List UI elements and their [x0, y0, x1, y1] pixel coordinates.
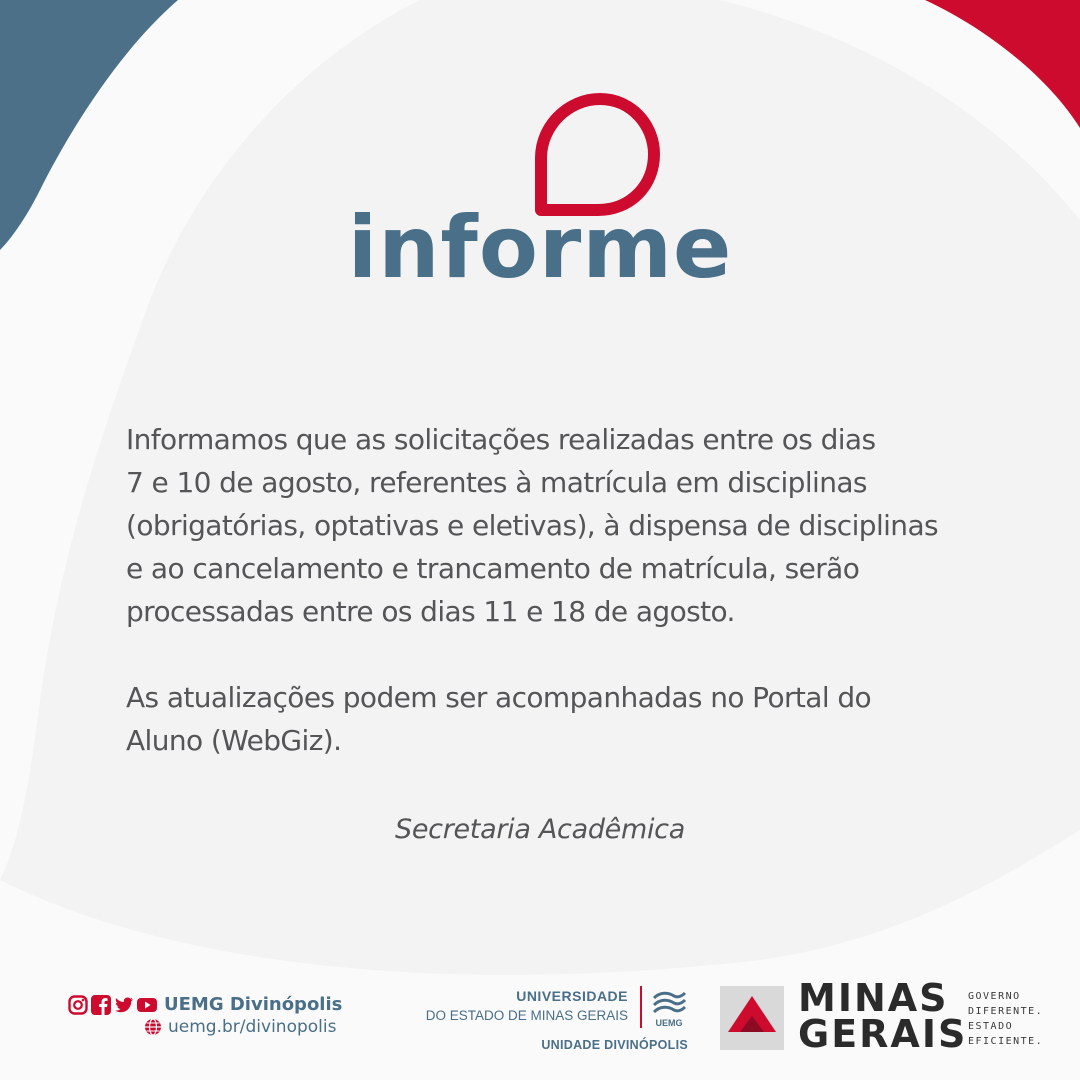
website-link[interactable]	[144, 1017, 336, 1037]
minas-gerais-line-1: MINAS	[798, 976, 949, 1020]
twitter-icon[interactable]	[114, 995, 134, 1015]
uemg-emblem-icon	[650, 990, 688, 1030]
slogan-line: EFICIENTE.	[968, 1036, 1044, 1047]
signature: Secretaria Acadêmica	[395, 814, 685, 845]
notice-paragraph-1	[126, 418, 986, 633]
minas-gerais-line-2: GERAIS	[798, 1012, 968, 1056]
uemg-divider	[640, 986, 642, 1028]
instagram-icon[interactable]	[68, 995, 88, 1015]
text-line: As atualizações podem ser acompanhadas no Portal do	[126, 681, 872, 714]
text-line: 7 e 10 de agosto, referentes à matrícula em disciplinas	[126, 466, 867, 499]
minas-gerais-flag-icon	[720, 986, 784, 1050]
minas-gerais-wordmark	[798, 976, 968, 1056]
text-line: e ao cancelamento e trancamento de matrícula, serão	[126, 552, 860, 585]
government-slogan	[968, 989, 1043, 1049]
university-state-label: DO ESTADO DE MINAS GERAIS	[425, 1008, 628, 1023]
uemg-logo-block	[396, 986, 690, 1056]
university-unit-label: UNIDADE DIVINÓPOLIS	[541, 1038, 688, 1052]
facebook-icon[interactable]	[91, 995, 111, 1015]
text-line: (obrigatórias, optativas e eletivas), à dispensa de disciplinas	[126, 509, 939, 542]
uemg-logo-text: UEMG	[655, 1018, 683, 1028]
text-line: Aluno (WebGiz).	[126, 724, 342, 757]
text-line: Informamos que as solicitações realizadas entre os dias	[126, 423, 876, 456]
slogan-line: GOVERNO	[968, 991, 1021, 1002]
notice-paragraph-2	[126, 676, 986, 762]
website-url[interactable]: uemg.br/divinopolis	[168, 1017, 337, 1037]
globe-icon	[144, 1018, 162, 1036]
social-account-name[interactable]: UEMG Divinópolis	[164, 994, 343, 1015]
notice-body	[126, 418, 986, 762]
social-links	[68, 994, 342, 1015]
youtube-icon[interactable]	[137, 995, 157, 1015]
slogan-line: DIFERENTE.	[968, 1006, 1044, 1017]
slogan-line: ESTADO	[968, 1021, 1014, 1032]
informe-title: informe	[347, 198, 733, 298]
university-label: UNIVERSIDADE	[516, 988, 628, 1004]
text-line: processadas entre os dias 11 e 18 de agosto.	[126, 595, 735, 628]
